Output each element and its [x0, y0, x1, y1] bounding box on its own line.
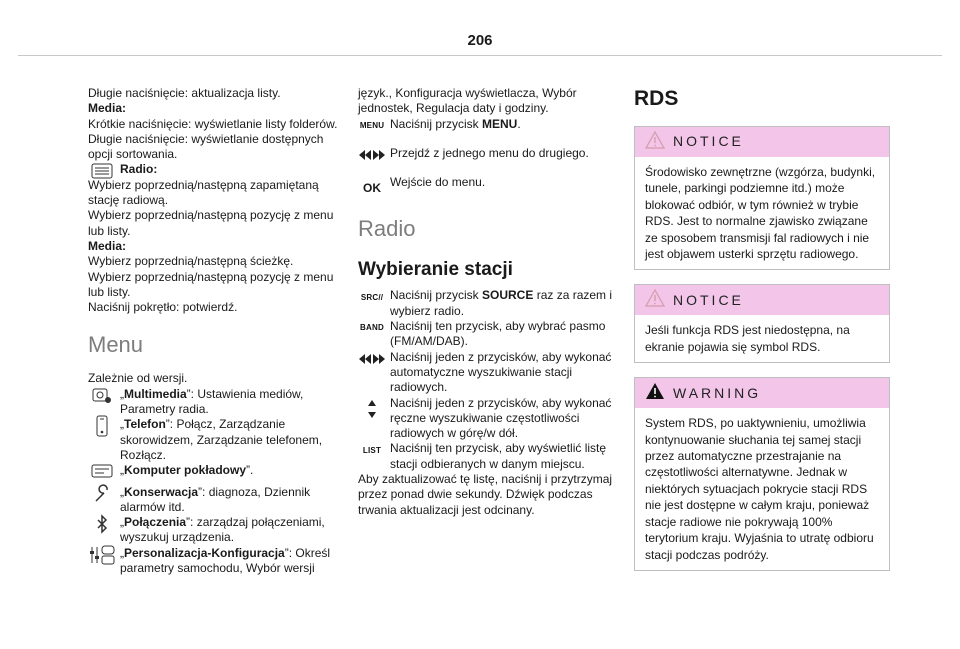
radio-block-head: Radio:: [120, 162, 158, 177]
tuning-item-source: SRC // Naciśnij przycisk SOURCE raz za razem i wybierz radio.: [358, 288, 620, 319]
warning-title: WARNING: [673, 384, 762, 401]
menu-heading: Menu: [88, 332, 144, 358]
header-divider: [18, 55, 942, 56]
intro-line-media-head: Media:: [88, 101, 127, 116]
radio-line-media-head: Media:: [88, 238, 127, 253]
ok-button-icon: OK: [363, 180, 381, 195]
notice-box: [634, 284, 890, 363]
bluetooth-icon: [88, 516, 116, 532]
up-down-arrows-icon: [358, 397, 386, 421]
tuning-item-manual: Naciśnij jeden z przycisków, aby wykonać ręczne wyszukiwanie częstotliwości radiowych w górę/w dół.: [358, 396, 620, 442]
tuning-heading: Wybieranie stacji: [358, 259, 513, 281]
trip-computer-icon: [88, 464, 116, 480]
notice-title: NOTICE: [673, 133, 744, 150]
menu-intro: Zależnie od wersji.: [88, 371, 188, 386]
menu-item-telefon: „Telefon”: Połącz, Zarządzanie skorowidzem, Zarządzanie telefonem, Rozłącz.: [88, 417, 338, 463]
radio-line: Wybierz poprzednią/następną ścieżkę.: [88, 254, 294, 269]
rds-heading: RDS: [634, 87, 679, 110]
notice-text: Jeśli funkcja RDS jest niedostępna, na ekranie pojawia się symbol RDS.: [645, 323, 850, 354]
menu-item-personalizacja: „Personalizacja-Konfiguracja”: Określ parametry samochodu, Wybór wersji: [88, 546, 338, 577]
multimedia-icon: [88, 388, 116, 404]
wrench-icon: [88, 486, 116, 502]
list-buttons-icon: [88, 163, 116, 179]
band-button-icon: BAND: [360, 323, 384, 333]
column-left: [88, 86, 338, 576]
menu-button-icon: MENU: [359, 120, 385, 130]
radio-line: Wybierz poprzednią/następną zapamiętaną stację radiową.: [88, 177, 319, 208]
warning-outline-icon: [645, 289, 665, 311]
list-button-icon: LIST: [362, 445, 382, 455]
notice-text: Środowisko zewnętrzne (wzgórza, budynki, tunele, parkingi podziemne itd.) może blokować odbiór, w tym również w trybie RDS. Jest to normalne zjawisko związane ze sposobem transmisji fal radiowych i nie jest objawem usterki sprzętu radiowego.: [645, 165, 876, 262]
seek-arrows-icon: [358, 351, 386, 367]
column-right: [634, 86, 890, 585]
intro-line: Długie naciśnięcie: aktualizacja listy.: [88, 86, 281, 100]
warning-box: [634, 377, 890, 571]
left-right-arrows-icon: [358, 147, 386, 163]
radio-heading: Radio: [358, 216, 416, 242]
tuning-outro: Aby zaktualizować tę listę, naciśnij i przytrzymaj przez ponad dwie sekundy. Dźwięk podczas trwania aktualizacji jest odcinany.: [358, 472, 613, 517]
menu-item-konserwacja: „Konserwacja”: diagnoza, Dziennik alarmów itd.: [88, 485, 338, 516]
tuning-item-list: LIST Naciśnij ten przycisk, aby wyświetlić listę stacji odbieranych w danym miejscu.: [358, 441, 620, 472]
phone-icon: [88, 418, 116, 434]
tuning-item-band: BAND Naciśnij ten przycisk, aby wybrać pasmo (FM/AM/DAB).: [358, 319, 620, 350]
radio-line: Wybierz poprzednią/następną pozycję z menu lub listy.: [88, 208, 334, 238]
intro-line: Długie naciśnięcie: wyświetlanie dostępnych opcji sortowania.: [88, 131, 324, 162]
page-number: 206: [467, 32, 493, 49]
notice-box: [634, 126, 890, 270]
tuning-item-auto-seek: Naciśnij jeden z przycisków, aby wykonać automatyczne wyszukiwanie stacji radiowych.: [358, 350, 620, 396]
arrows-row: Przejdź z jednego menu do drugiego.: [358, 146, 620, 161]
continuation-text: język., Konfiguracja wyświetlacza, Wybór jednostek, Regulacja daty i godziny.: [358, 86, 577, 116]
menu-button-row: MENU Naciśnij przycisk MENU.: [358, 117, 620, 132]
menu-item-multimedia: „Multimedia”: Ustawienia mediów, Parametry radia.: [88, 387, 338, 418]
menu-item-komputer: „Komputer pokładowy”.: [88, 463, 338, 478]
ok-button-row: OK Wejście do menu.: [358, 175, 620, 190]
notice-title: NOTICE: [673, 291, 744, 308]
column-middle: [358, 86, 620, 518]
warning-filled-icon: [645, 382, 665, 404]
menu-item-polaczenia: „Połączenia”: zarządzaj połączeniami, wyszukuj urządzenia.: [88, 515, 338, 546]
radio-line: Wybierz poprzednią/następną pozycję z menu lub listy.: [88, 269, 334, 299]
warning-outline-icon: [645, 131, 665, 153]
source-button-icon: SRC //: [360, 292, 384, 302]
radio-line: Naciśnij pokrętło: potwierdź.: [88, 300, 238, 315]
intro-line: Krótkie naciśnięcie: wyświetlanie listy folderów.: [88, 116, 338, 131]
settings-sliders-icon: [88, 547, 116, 563]
warning-text: System RDS, po uaktywnieniu, umożliwia kontynuowanie słuchania tej samej stacji przez automatyczne przestrajanie na częstotliwości alternatywne. Jednak w niektórych sytuacjach pokrycie stacji RDS nie jest dostępne w całym kraju, ponieważ stacje radiowe nie pokrywają 100% terytorium kraju. Wyjaśnia to utratę odbioru stacji podczas podróży.: [645, 416, 874, 562]
radio-block: [88, 162, 338, 177]
